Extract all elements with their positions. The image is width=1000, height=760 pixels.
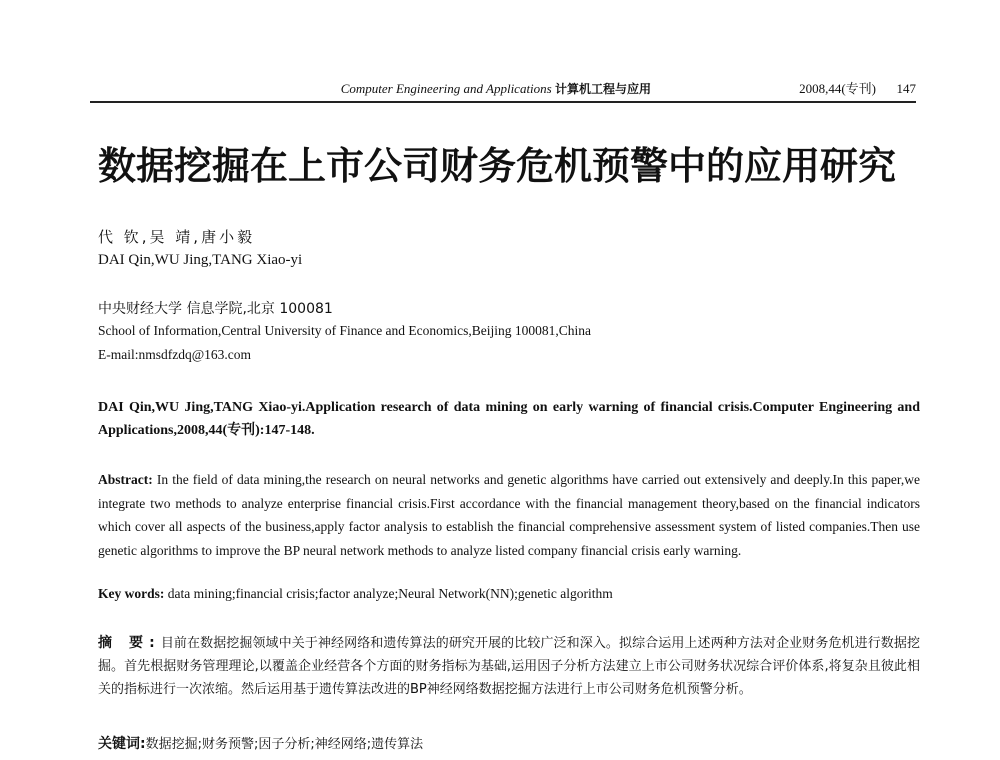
affiliation-cn: 中央财经大学 信息学院,北京 100081 [98,301,333,317]
journal-name: Computer Engineering and Applications 计算机工程与应用 [340,81,651,96]
author-email: E-mail:nmsdfzdq@163.com [98,347,252,362]
abstract-en-text: In the field of data mining,the research on neural networks and genetic algorithms have carried out extensively and deeply.In this paper,we integrate two methods to analyze enterprise financial crisis.First accordance with the financial management theory,based on the financial indicators which cover all aspects of the business,apply factor analysis to establish the financial comprehensive assessment system of listed companies.Then use genetic algorithms to improve the BP neural network methods to analyze listed company financial crisis early warning. [98,472,920,558]
keywords-en [98,586,920,602]
running-header [90,80,916,102]
keywords-cn [98,733,920,753]
citation: DAI Qin,WU Jing,TANG Xiao-yi.Application research of data mining on early warning of financial crisis.Computer Engineering and Applications,2008,44(专刊):147-148. [98,400,920,438]
abstract-cn-label: 摘 要: [98,635,161,651]
keywords-cn-text: 数据挖掘;财务预警;因子分析;神经网络;遗传算法 [145,737,424,752]
keywords-en-label: Key words: [98,586,165,601]
abstract-cn-text: 目前在数据挖掘领域中关于神经网络和遗传算法的研究开展的比较广泛和深入。拟综合运用上述两种方法对企业财务危机进行数据挖掘。首先根据财务管理理论,以覆盖企业经营各个方面的财务指标为基础,运用因子分析方法建立上市公司财务状况综合评价体系,将复杂且彼此相关的指标进行一次浓缩。然后运用基于遗传算法改进的BP神经网络数据挖掘方法进行上市公司财务危机预警分析。 [98,636,920,697]
paper-title: 数据挖掘在上市公司财务危机预警中的应用研究 [98,143,897,188]
abstract-cn [98,632,920,701]
page-number: 147 [896,81,916,96]
journal-issue: 2008,44(专刊) [799,81,876,96]
authors-en: DAI Qin,WU Jing,TANG Xiao-yi [98,252,303,268]
header-rule [90,101,916,103]
keywords-cn-label: 关键词: [98,736,146,752]
affiliation-en: School of Information,Central University of Finance and Economics,Beijing 100081,China [98,323,592,338]
abstract-en-label: Abstract: [98,472,153,487]
keywords-en-text: data mining;financial crisis;factor analyze;Neural Network(NN);genetic algorithm [167,586,613,601]
authors-cn: 代 钦,吴 靖,唐小毅 [98,228,256,246]
abstract-en [98,468,920,562]
